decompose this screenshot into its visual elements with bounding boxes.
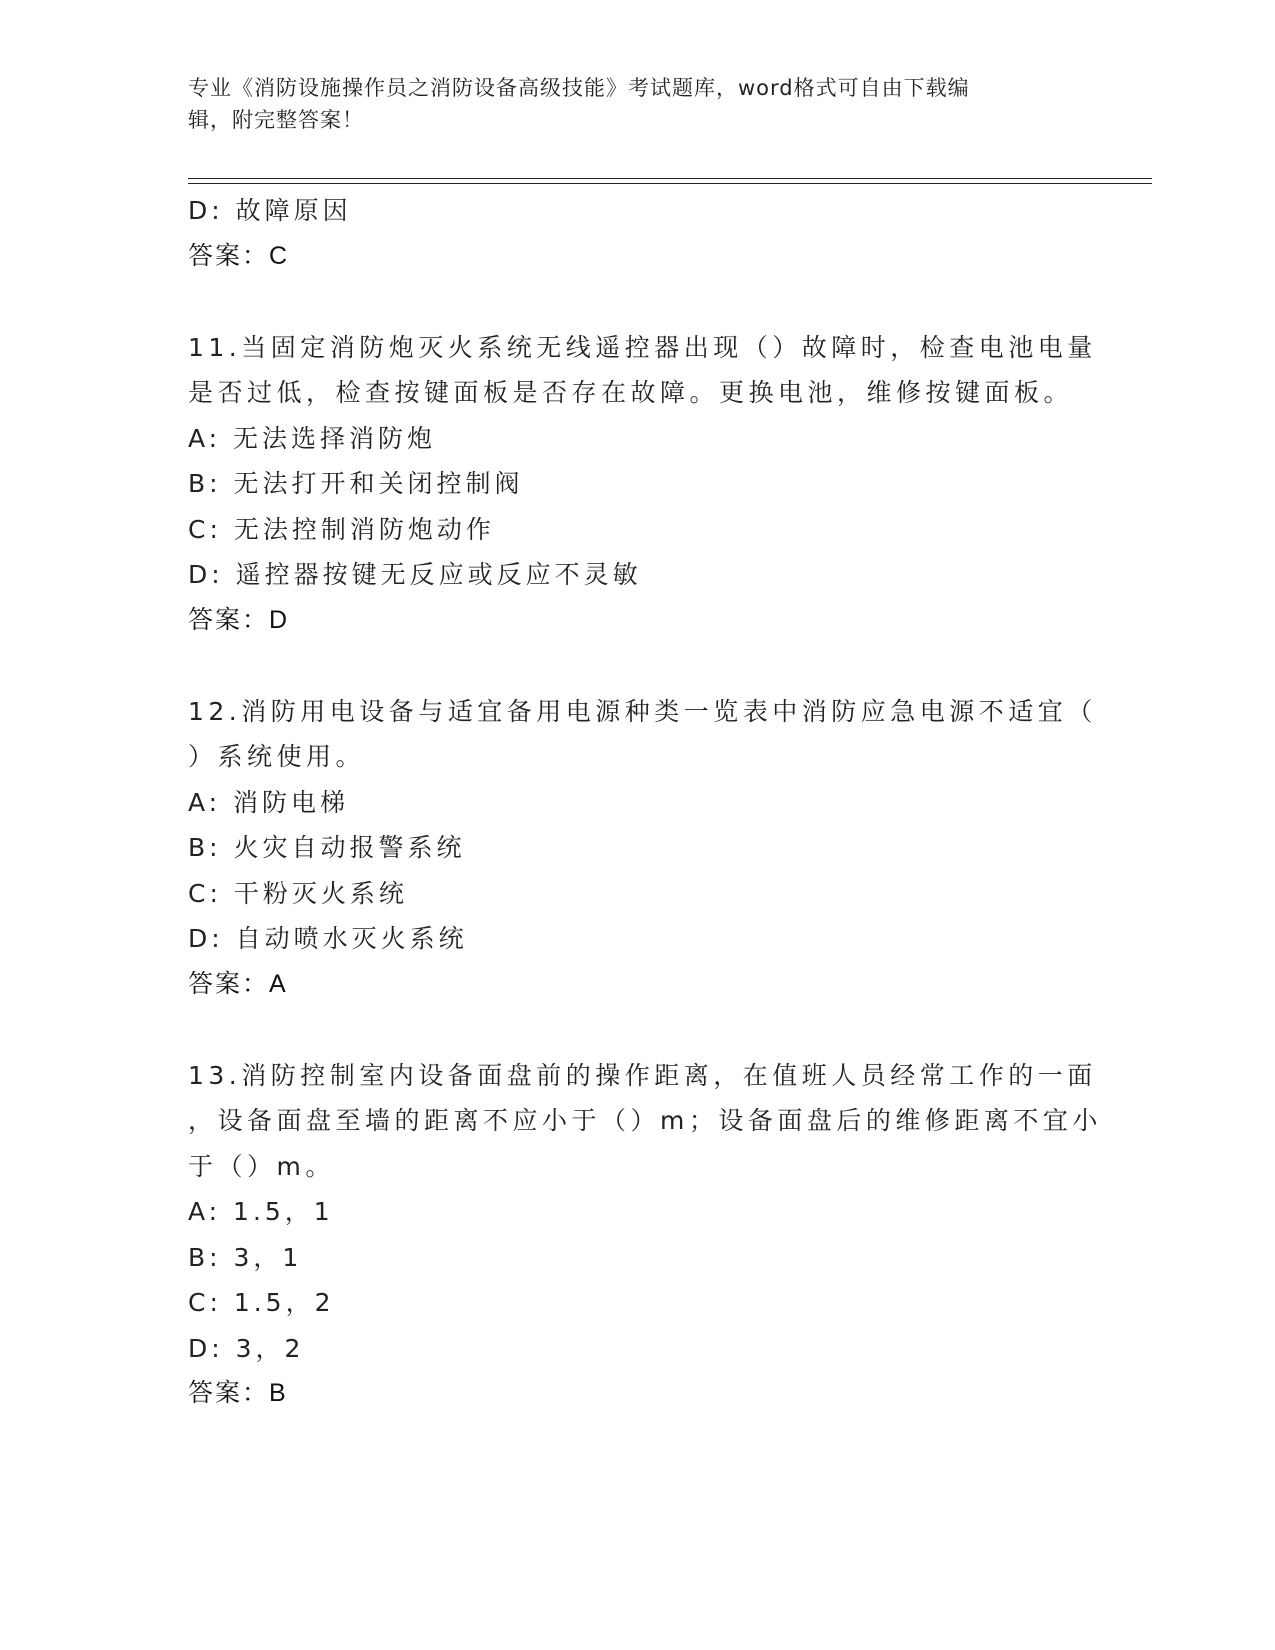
question-12-option-c: C: 干粉灭火系统 (188, 878, 408, 908)
spacer (188, 643, 1088, 689)
question-13-option-a: A: 1.5，1 (188, 1197, 334, 1226)
header-divider-bottom (188, 183, 1152, 184)
question-13-line-3: 于（）m。 (188, 1151, 335, 1181)
question-12-option-b: B: 火灾自动报警系统 (188, 833, 466, 862)
question-11-option-d: D: 遥控器按键无反应或反应不灵敏 (188, 560, 642, 589)
question-11-answer: 答案：D (188, 605, 290, 634)
header-divider-top (188, 178, 1152, 179)
spacer (188, 279, 1088, 325)
question-12-line-2: ）系统使用。 (188, 742, 366, 771)
question-13-option-d: D: 3，2 (188, 1333, 305, 1363)
question-12-answer: 答案：A (188, 969, 288, 998)
question-12-option-d: D: 自动喷水灭火系统 (188, 924, 468, 953)
question-13-line-1: 13.消防控制室内设备面盘前的操作距离，在值班人员经常工作的一面 (188, 1060, 1097, 1090)
prev-answer: 答案：C (188, 241, 290, 270)
question-11-line-1: 11.当固定消防炮灭火系统无线遥控器出现（）故障时，检查电池电量 (188, 332, 1097, 362)
header-line-1: 专业《消防设施操作员之消防设备高级技能》考试题库，word格式可自由下载编 (188, 76, 970, 100)
question-11-line-2: 是否过低，检查按键面板是否存在故障。更换电池，维修按键面板。 (188, 378, 1074, 407)
question-content (188, 188, 1102, 1417)
question-13-option-b: B: 3，1 (188, 1242, 303, 1272)
question-11-option-c: C: 无法控制消防炮动作 (188, 514, 495, 544)
question-13-option-c: C: 1.5，2 (188, 1288, 335, 1317)
document-header (188, 72, 1068, 136)
question-12 (188, 689, 1097, 780)
prev-option-d: D: 故障原因 (188, 196, 352, 225)
question-12-line-1: 12.消防用电设备与适宜备用电源种类一览表中消防应急电源不适宜（ (188, 696, 1097, 726)
header-line-2: 辑，附完整答案！ (188, 108, 364, 132)
question-13-answer: 答案：B (188, 1379, 288, 1407)
spacer (188, 1007, 1088, 1053)
question-13-line-2: ，设备面盘至墙的距离不应小于（）m；设备面盘后的维修距离不宜小 (188, 1106, 1102, 1135)
question-12-option-a: A: 消防电梯 (188, 787, 350, 817)
question-11-option-a: A: 无法选择消防炮 (188, 423, 437, 453)
question-11 (188, 325, 1097, 416)
question-13 (188, 1053, 1102, 1190)
question-11-option-b: B: 无法打开和关闭控制阀 (188, 469, 524, 498)
